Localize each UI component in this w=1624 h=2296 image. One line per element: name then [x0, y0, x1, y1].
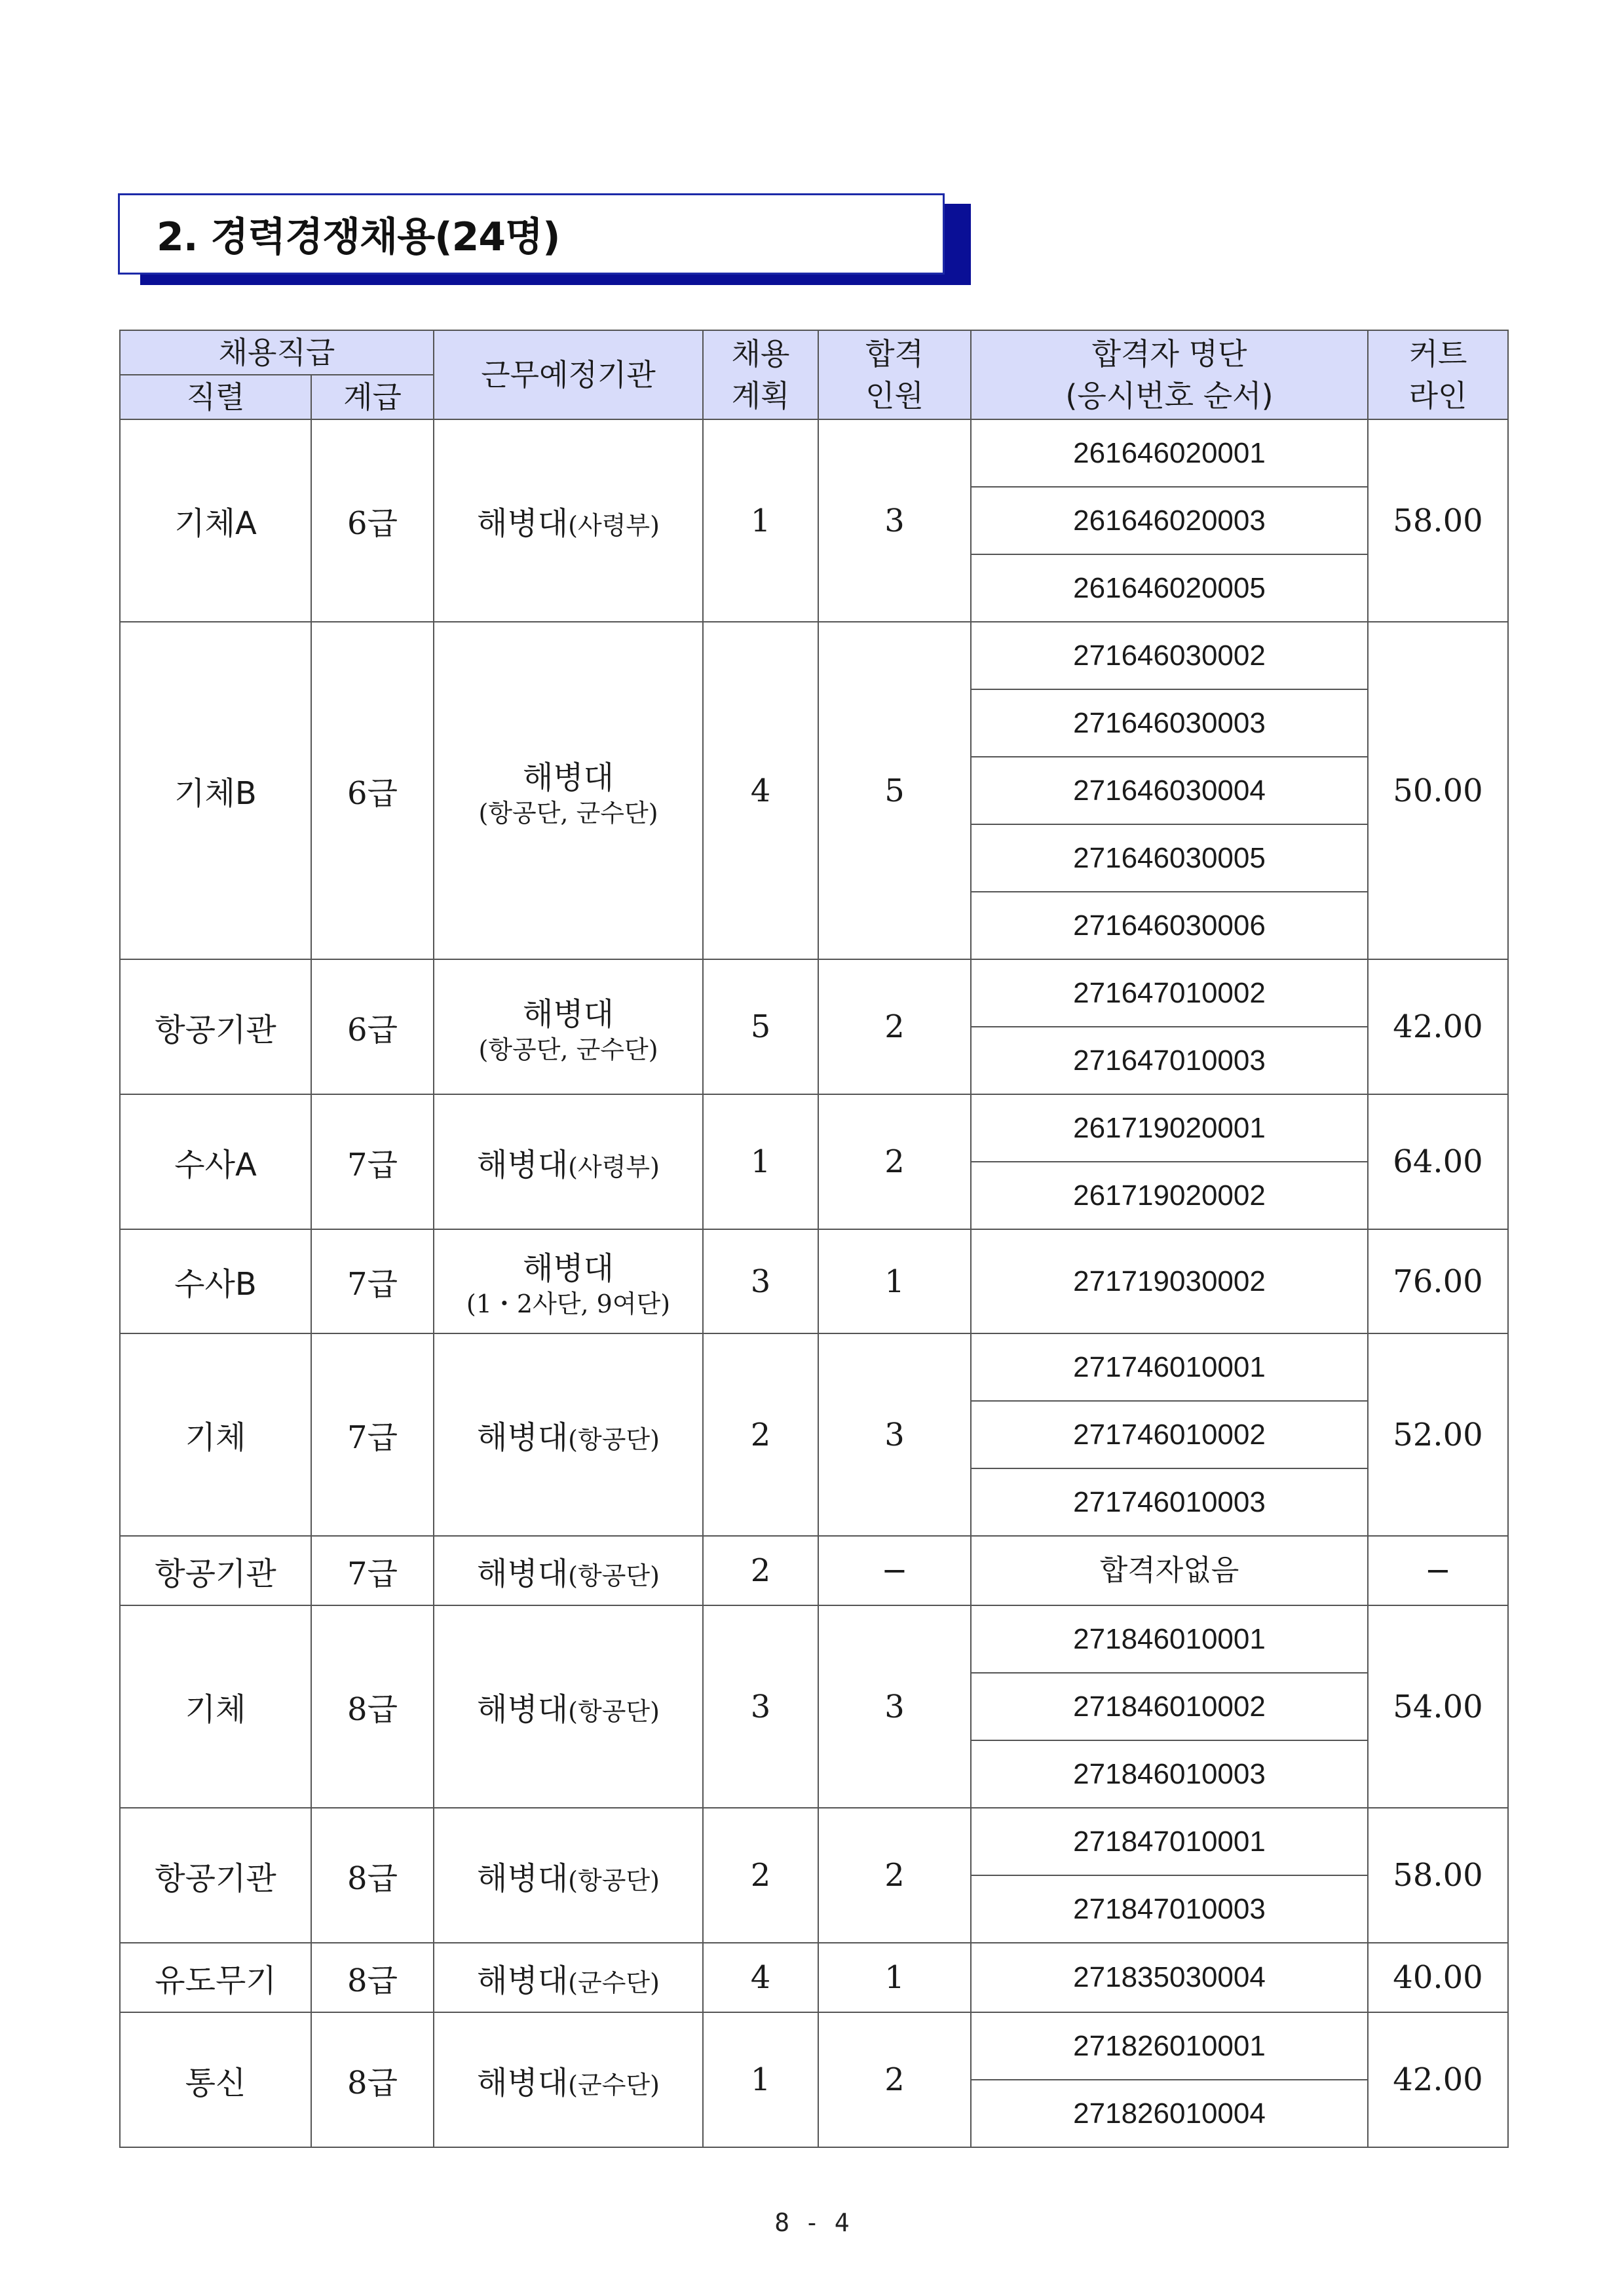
cell-series: 기체 — [120, 1333, 311, 1536]
cell-grade: 7급 — [311, 1333, 434, 1536]
cell-org — [434, 1333, 703, 1536]
cell-grade: 6급 — [311, 622, 434, 959]
cell-candidate: 271646030004 — [971, 757, 1368, 824]
org-paren: (군수단) — [568, 2070, 660, 2099]
table-row — [120, 1333, 1508, 1401]
cell-series: 항공기관 — [120, 1536, 311, 1605]
header-plan: 채용 계획 — [703, 330, 818, 419]
cell-passed: 2 — [818, 2012, 971, 2147]
header-cutline: 커트 라인 — [1368, 330, 1508, 419]
cell-cutline: 58.00 — [1368, 1808, 1508, 1943]
org-paren: (군수단) — [568, 1968, 660, 1997]
org-main: 해병대 — [477, 1860, 569, 1897]
cell-passed: 2 — [818, 959, 971, 1094]
cell-grade: 8급 — [311, 1943, 434, 2012]
cell-org — [434, 1808, 703, 1943]
cell-plan: 4 — [703, 622, 818, 959]
cell-grade: 7급 — [311, 1229, 434, 1333]
cell-candidate: 271646030005 — [971, 824, 1368, 892]
org-paren: (사령부) — [568, 511, 660, 540]
cell-cutline: 40.00 — [1368, 1943, 1508, 2012]
org-main: 해병대 — [477, 1962, 569, 1999]
table-row — [120, 1229, 1508, 1333]
table-row — [120, 1094, 1508, 1162]
cell-candidate: 271826010001 — [971, 2012, 1368, 2080]
cell-grade: 8급 — [311, 1605, 434, 1808]
table-row — [120, 1536, 1508, 1605]
page-number: 8 - 4 — [774, 2208, 850, 2237]
org-main: 해병대 — [477, 505, 569, 542]
table-row — [120, 1943, 1508, 2012]
cell-candidate: 261646020003 — [971, 487, 1368, 554]
org-main: 해병대 — [477, 1691, 569, 1728]
cell-grade: 6급 — [311, 419, 434, 622]
section-heading-box — [118, 193, 945, 275]
header-grade: 계급 — [311, 375, 434, 419]
cell-series: 수사A — [120, 1094, 311, 1229]
cell-passed: − — [818, 1536, 971, 1605]
header-list: 합격자 명단 (응시번호 순서) — [971, 330, 1368, 419]
cell-grade: 8급 — [311, 1808, 434, 1943]
cell-candidate: 271646030002 — [971, 622, 1368, 689]
header-group: 채용직급 — [120, 330, 434, 375]
cell-candidate: 271847010003 — [971, 1875, 1368, 1943]
cell-series: 수사B — [120, 1229, 311, 1333]
cell-plan: 2 — [703, 1536, 818, 1605]
org-paren: (항공단) — [568, 1697, 660, 1726]
cell-candidate: 261646020001 — [971, 419, 1368, 487]
cell-plan: 5 — [703, 959, 818, 1094]
table-row — [120, 1808, 1508, 1875]
cell-candidate: 271835030004 — [971, 1943, 1368, 2012]
cell-org — [434, 2012, 703, 2147]
cell-plan: 1 — [703, 1094, 818, 1229]
org-main: 해병대 — [522, 1250, 614, 1287]
header-org: 근무예정기관 — [434, 330, 703, 419]
cell-grade: 6급 — [311, 959, 434, 1094]
cell-candidate: 261719020002 — [971, 1162, 1368, 1229]
table-row — [120, 622, 1508, 689]
cell-candidate: 271826010004 — [971, 2080, 1368, 2147]
cell-grade: 7급 — [311, 1094, 434, 1229]
cell-candidate: 271646030006 — [971, 892, 1368, 959]
cell-candidate: 271846010003 — [971, 1740, 1368, 1808]
org-main: 해병대 — [477, 2064, 569, 2101]
header-series: 직렬 — [120, 375, 311, 419]
cell-plan: 2 — [703, 1333, 818, 1536]
cell-cutline: 64.00 — [1368, 1094, 1508, 1229]
cell-cutline: 76.00 — [1368, 1229, 1508, 1333]
cell-candidate: 271746010002 — [971, 1401, 1368, 1468]
cell-candidate: 271746010003 — [971, 1468, 1368, 1536]
cell-cutline: 54.00 — [1368, 1605, 1508, 1808]
cell-cutline: 58.00 — [1368, 419, 1508, 622]
cell-passed: 3 — [818, 1605, 971, 1808]
cell-candidate: 271647010002 — [971, 959, 1368, 1027]
cell-org — [434, 959, 703, 1094]
cell-series: 기체 — [120, 1605, 311, 1808]
cell-passed: 1 — [818, 1943, 971, 2012]
cell-candidate: 합격자없음 — [971, 1536, 1368, 1605]
section-title: 2. 경력경쟁채용(24명) — [157, 214, 560, 260]
cell-org — [434, 1536, 703, 1605]
org-main: 해병대 — [477, 1555, 569, 1592]
org-paren: (항공단) — [568, 1425, 660, 1454]
org-paren: (항공단) — [568, 1866, 660, 1895]
cell-cutline: − — [1368, 1536, 1508, 1605]
cell-passed: 2 — [818, 1094, 971, 1229]
table-body — [120, 419, 1508, 2147]
cell-plan: 1 — [703, 419, 818, 622]
cell-series: 항공기관 — [120, 1808, 311, 1943]
cell-candidate: 271646030003 — [971, 689, 1368, 757]
cell-org — [434, 1943, 703, 2012]
cell-plan: 1 — [703, 2012, 818, 2147]
cell-cutline: 42.00 — [1368, 959, 1508, 1094]
cell-grade: 7급 — [311, 1536, 434, 1605]
cell-candidate: 271846010002 — [971, 1673, 1368, 1740]
cell-passed: 2 — [818, 1808, 971, 1943]
cell-passed: 1 — [818, 1229, 971, 1333]
org-sub: (항공단, 군수단) — [478, 799, 658, 828]
table-row — [120, 2012, 1508, 2080]
cell-org — [434, 419, 703, 622]
org-main: 해병대 — [477, 1419, 569, 1456]
cell-candidate: 261719020001 — [971, 1094, 1368, 1162]
cell-series: 기체B — [120, 622, 311, 959]
cell-candidate: 271847010001 — [971, 1808, 1368, 1875]
cell-candidate: 271746010001 — [971, 1333, 1368, 1401]
org-main: 해병대 — [477, 1146, 569, 1183]
cell-passed: 5 — [818, 622, 971, 959]
cell-org — [434, 622, 703, 959]
org-sub: (항공단, 군수단) — [478, 1035, 658, 1064]
cell-candidate: 271647010003 — [971, 1027, 1368, 1094]
table-row — [120, 959, 1508, 1027]
results-table — [119, 330, 1509, 2148]
org-main: 해병대 — [522, 995, 614, 1033]
cell-cutline: 52.00 — [1368, 1333, 1508, 1536]
table-row — [120, 419, 1508, 487]
cell-candidate: 271846010001 — [971, 1605, 1368, 1673]
cell-candidate: 261646020005 — [971, 554, 1368, 622]
header-passed: 합격 인원 — [818, 330, 971, 419]
cell-grade: 8급 — [311, 2012, 434, 2147]
org-sub: (1・2사단, 9여단) — [466, 1290, 671, 1318]
cell-series: 기체A — [120, 419, 311, 622]
org-paren: (사령부) — [568, 1152, 660, 1181]
cell-series: 유도무기 — [120, 1943, 311, 2012]
cell-series: 통신 — [120, 2012, 311, 2147]
table-row — [120, 1605, 1508, 1673]
cell-plan: 2 — [703, 1808, 818, 1943]
org-main: 해병대 — [522, 759, 614, 796]
cell-plan: 4 — [703, 1943, 818, 2012]
cell-candidate: 271719030002 — [971, 1229, 1368, 1333]
cell-plan: 3 — [703, 1229, 818, 1333]
cell-cutline: 42.00 — [1368, 2012, 1508, 2147]
cell-org — [434, 1605, 703, 1808]
cell-org — [434, 1094, 703, 1229]
cell-plan: 3 — [703, 1605, 818, 1808]
cell-series: 항공기관 — [120, 959, 311, 1094]
cell-org — [434, 1229, 703, 1333]
cell-cutline: 50.00 — [1368, 622, 1508, 959]
cell-passed: 3 — [818, 419, 971, 622]
org-paren: (항공단) — [568, 1561, 660, 1590]
cell-passed: 3 — [818, 1333, 971, 1536]
